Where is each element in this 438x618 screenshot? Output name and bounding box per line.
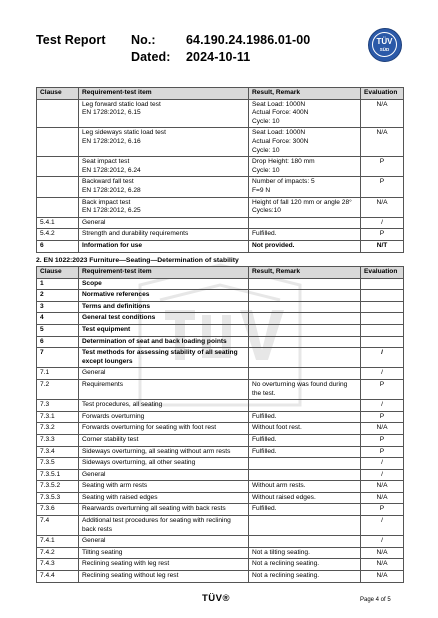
evaluation-cell (361, 313, 404, 325)
result-cell: Fulfilled. (249, 504, 361, 516)
table-row (37, 492, 404, 504)
requirement-cell: Terms and definitions (79, 301, 249, 313)
table-row (37, 536, 404, 548)
table-row (37, 324, 404, 336)
clause-cell: 7.2 (37, 379, 79, 399)
evaluation-cell: N/A (361, 197, 404, 217)
evaluation-cell: N/A (361, 547, 404, 559)
requirement-cell: Sideways overturning, all other seating (79, 458, 249, 470)
requirement-cell: Normative references (79, 290, 249, 302)
table-row (37, 217, 404, 229)
result-cell: No overturning was found during the test. (249, 379, 361, 399)
requirement-cell: Leg sideways static load test EN 1728:2012, 6.16 (79, 128, 249, 157)
evaluation-cell: P (361, 504, 404, 516)
table-row (37, 348, 404, 368)
clause-cell: 7.3.3 (37, 434, 79, 446)
table-row (37, 128, 404, 157)
evaluation-cell: P (361, 229, 404, 241)
table-row (37, 229, 404, 241)
result-cell (249, 324, 361, 336)
evaluation-cell: N/A (361, 481, 404, 493)
table-row (37, 469, 404, 481)
table-row (37, 278, 404, 290)
evaluation-cell: / (361, 458, 404, 470)
clause-cell: 7.3.4 (37, 446, 79, 458)
table-row (37, 336, 404, 348)
clause-cell: 7.4 (37, 516, 79, 536)
requirement-cell: Seating with raised edges (79, 492, 249, 504)
clause-cell: 4 (37, 313, 79, 325)
evaluation-cell (361, 324, 404, 336)
table-row (37, 301, 404, 313)
evaluation-cell: / (361, 516, 404, 536)
result-cell (249, 290, 361, 302)
requirement-cell: Strength and durability requirements (79, 229, 249, 241)
evaluation-cell: P (361, 411, 404, 423)
clause-cell: 7.4.4 (37, 571, 79, 583)
clause-header: Clause (37, 267, 79, 279)
report-title: Test Report (36, 33, 106, 47)
result-cell (249, 458, 361, 470)
report-number: 64.190.24.1986.01-00 (186, 33, 311, 47)
result-cell (249, 368, 361, 380)
evaluation-cell: N/A (361, 492, 404, 504)
evaluation-cell: / (361, 400, 404, 412)
clause-cell (37, 157, 79, 177)
requirement-cell: General (79, 368, 249, 380)
clause-cell: 7.3.2 (37, 423, 79, 435)
result-cell: Without raised edges. (249, 492, 361, 504)
test-results-table-2 (36, 266, 404, 583)
result-cell: Fulfilled. (249, 434, 361, 446)
result-cell (249, 313, 361, 325)
clause-cell: 7.4.3 (37, 559, 79, 571)
result-cell (249, 336, 361, 348)
clause-cell: 7.1 (37, 368, 79, 380)
table-row (37, 559, 404, 571)
evaluation-cell: N/A (361, 571, 404, 583)
table-row (37, 516, 404, 536)
result-cell: Fulfilled. (249, 411, 361, 423)
clause-cell: 6 (37, 240, 79, 252)
result-cell (249, 516, 361, 536)
evaluation-cell: / (361, 348, 404, 368)
table-row (37, 157, 404, 177)
requirement-cell: Requirements (79, 379, 249, 399)
requirement-cell: Test procedures, all seating (79, 400, 249, 412)
clause-cell: 7.4.2 (37, 547, 79, 559)
requirement-cell: Test equipment (79, 324, 249, 336)
table-row (37, 481, 404, 493)
result-cell (249, 348, 361, 368)
evaluation-cell: N/T (361, 240, 404, 252)
table-row (37, 290, 404, 302)
report-number-label: No.: (131, 33, 156, 47)
table-row (37, 379, 404, 399)
requirement-cell: Seat impact test EN 1728:2012, 6.24 (79, 157, 249, 177)
result-cell: Height of fall 120 mm or angle 28° Cycles:10 (249, 197, 361, 217)
result-cell: Fulfilled. (249, 446, 361, 458)
table-row (37, 423, 404, 435)
clause-cell: 5 (37, 324, 79, 336)
table-row (37, 197, 404, 217)
result-cell (249, 278, 361, 290)
requirement-header: Requirement-test item (79, 88, 249, 100)
result-cell: Without foot rest. (249, 423, 361, 435)
evaluation-cell: N/A (361, 559, 404, 571)
requirement-cell: General test conditions (79, 313, 249, 325)
requirement-cell: Scope (79, 278, 249, 290)
table-row (37, 400, 404, 412)
result-cell: Not a tilting seating. (249, 547, 361, 559)
requirement-cell: Back impact test EN 1728:2012, 6.25 (79, 197, 249, 217)
requirement-cell: Test methods for assessing stability of all seating except loungers (79, 348, 249, 368)
evaluation-cell (361, 290, 404, 302)
table-row (37, 504, 404, 516)
requirement-cell: Forwards overturning for seating with foot rest (79, 423, 249, 435)
clause-cell: 1 (37, 278, 79, 290)
clause-cell: 7.3.5.2 (37, 481, 79, 493)
result-header: Result, Remark (249, 267, 361, 279)
evaluation-cell: P (361, 446, 404, 458)
requirement-cell: General (79, 469, 249, 481)
clause-cell: 3 (37, 301, 79, 313)
evaluation-cell: N/A (361, 423, 404, 435)
requirement-cell: Information for use (79, 240, 249, 252)
table-row (37, 446, 404, 458)
evaluation-cell: P (361, 379, 404, 399)
table-row (37, 368, 404, 380)
clause-header: Clause (37, 88, 79, 100)
clause-cell: 6 (37, 336, 79, 348)
requirement-cell: General (79, 536, 249, 548)
requirement-cell: Rearwards overturning all seating with back rests (79, 504, 249, 516)
evaluation-cell: N/A (361, 99, 404, 128)
table-row (37, 177, 404, 197)
result-cell: Not provided. (249, 240, 361, 252)
table-row (37, 99, 404, 128)
requirement-cell: Reclining seating without leg rest (79, 571, 249, 583)
clause-cell: 7.3.6 (37, 504, 79, 516)
evaluation-cell: P (361, 434, 404, 446)
result-cell: Seat Load: 1000N Actual Force: 300N Cycle: 10 (249, 128, 361, 157)
result-cell (249, 400, 361, 412)
evaluation-header: Evaluation (361, 267, 404, 279)
requirement-cell: Forwards overturning (79, 411, 249, 423)
clause-cell: 7.3.5 (37, 458, 79, 470)
clause-cell: 7 (37, 348, 79, 368)
clause-cell: 7.3.5.3 (37, 492, 79, 504)
clause-cell: 7.3.1 (37, 411, 79, 423)
evaluation-cell: / (361, 217, 404, 229)
table-row (37, 547, 404, 559)
result-cell: Seat Load: 1000N Actual Force: 400N Cycle: 10 (249, 99, 361, 128)
requirement-cell: Sideways overturning, all seating without arm rests (79, 446, 249, 458)
report-date-label: Dated: (131, 50, 171, 64)
evaluation-cell (361, 301, 404, 313)
table-row (37, 434, 404, 446)
result-cell: Fulfilled. (249, 229, 361, 241)
evaluation-cell (361, 336, 404, 348)
table-header-row (37, 88, 404, 100)
result-cell (249, 536, 361, 548)
evaluation-cell (361, 278, 404, 290)
tuv-sud-logo: TÜV SÜD (368, 28, 402, 62)
clause-cell (37, 128, 79, 157)
requirement-cell: Leg forward static load test EN 1728:2012, 6.15 (79, 99, 249, 128)
requirement-cell: Determination of seat and back loading points (79, 336, 249, 348)
requirement-header: Requirement-test item (79, 267, 249, 279)
page-number: Page 4 of 5 (360, 597, 391, 603)
result-cell (249, 301, 361, 313)
clause-cell: 7.3.5.1 (37, 469, 79, 481)
section-2-title: 2. EN 1022:2023 Furniture—Seating—Determination of stability (36, 257, 239, 264)
table-row (37, 313, 404, 325)
result-cell (249, 469, 361, 481)
requirement-cell: Backward fall test EN 1728:2012, 6.28 (79, 177, 249, 197)
table-row (37, 458, 404, 470)
result-header: Result, Remark (249, 88, 361, 100)
evaluation-cell: / (361, 368, 404, 380)
table-header-row (37, 267, 404, 279)
table-row (37, 411, 404, 423)
requirement-cell: Reclining seating with leg rest (79, 559, 249, 571)
clause-cell: 7.4.1 (37, 536, 79, 548)
table-row (37, 571, 404, 583)
evaluation-cell: P (361, 177, 404, 197)
clause-cell: 2 (37, 290, 79, 302)
clause-cell: 5.4.1 (37, 217, 79, 229)
evaluation-cell: / (361, 536, 404, 548)
evaluation-cell: N/A (361, 128, 404, 157)
report-header (36, 30, 406, 70)
evaluation-cell: / (361, 469, 404, 481)
footer-tuv-logo: TÜV® (202, 593, 230, 604)
clause-cell (37, 177, 79, 197)
requirement-cell: Additional test procedures for seating with reclining back rests (79, 516, 249, 536)
requirement-cell: Seating with arm rests (79, 481, 249, 493)
result-cell (249, 217, 361, 229)
result-cell: Not a reclining seating. (249, 571, 361, 583)
result-cell: Number of impacts: 5 F=9 N (249, 177, 361, 197)
clause-cell (37, 197, 79, 217)
result-cell: Without arm rests. (249, 481, 361, 493)
clause-cell (37, 99, 79, 128)
requirement-cell: Tilting seating (79, 547, 249, 559)
result-cell: Drop Height: 180 mm Cycle: 10 (249, 157, 361, 177)
test-results-table-1 (36, 87, 404, 253)
table-row (37, 240, 404, 252)
evaluation-cell: P (361, 157, 404, 177)
requirement-cell: General (79, 217, 249, 229)
clause-cell: 7.3 (37, 400, 79, 412)
clause-cell: 5.4.2 (37, 229, 79, 241)
evaluation-header: Evaluation (361, 88, 404, 100)
report-date: 2024-10-11 (186, 50, 251, 64)
requirement-cell: Corner stability test (79, 434, 249, 446)
result-cell: Not a reclining seating. (249, 559, 361, 571)
